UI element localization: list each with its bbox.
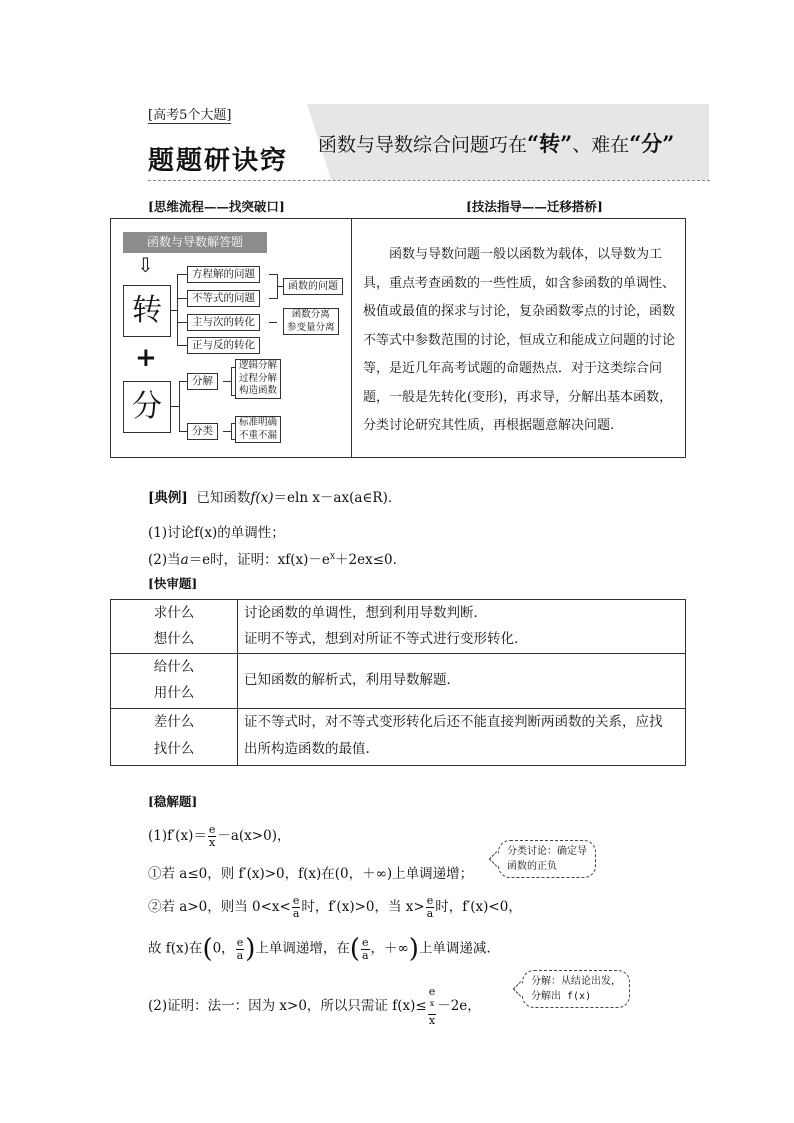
fen-box: 分 xyxy=(123,381,171,433)
classify-list: 标准明确 不重不漏 xyxy=(235,416,281,443)
flow-head: 函数与导数解答题 xyxy=(123,232,267,253)
zhuan-box: 转 xyxy=(123,285,171,337)
flow-item-equation: 方程解的问题 xyxy=(187,266,260,283)
exam-tag: [高考5个大题] xyxy=(148,104,231,124)
connector xyxy=(177,298,187,299)
flow-item-positive-negative: 正与反的转化 xyxy=(187,337,260,354)
connector xyxy=(269,274,277,275)
quick-review-table xyxy=(110,599,686,766)
question-1: (1)讨论f(x)的单调性； xyxy=(148,525,285,541)
solve-line-4: 故 f(x)在(0， $\frac{e}{a}$ )上单调递增，在( $\frac{e}{a}$ ，＋∞)上单调递减. xyxy=(148,934,491,964)
decompose-list: 逻辑分解 过程分解 构造函数 xyxy=(235,359,281,399)
solve-line-2: ①若 a≤0，则 f′(x)>0，f(x)在(0，＋∞)上单调递增； xyxy=(148,866,474,882)
connector xyxy=(179,381,187,382)
connector xyxy=(171,406,179,407)
table-row: 求什么 想什么 讨论函数的单调性，想到利用导数判断． 证明不等式，想到对所证不等式进行变形转化． xyxy=(111,600,685,654)
method-guide-text: 函数与导数问题一般以函数为载体，以导数为工具，重点考查函数的一些性质，如含参函数的单调性、极值或最值的探求与讨论，复杂函数零点的讨论，函数不等式中参数范围的讨论，恒成立和能成立问题的讨论等，是近几年高考试题的命题热点．对于这类综合问题，一般是先转化(变形)，再求导，分解出基本函数，分类讨论研究其性质，再根据题意解决问题. xyxy=(363,247,676,433)
classify-box: 分类 xyxy=(187,423,218,440)
connector xyxy=(269,322,277,323)
brand-title: 题题研诀窍 xyxy=(148,146,289,176)
annotation-classify: 分类讨论：确定导 函数的正负 xyxy=(498,840,596,878)
plus-sign: + xyxy=(135,343,157,373)
subhead-thinking: [思维流程——找突破口] xyxy=(148,199,285,214)
flow-item-inequality: 不等式的问题 xyxy=(187,290,260,307)
down-arrow-icon: ⇩ xyxy=(137,253,154,277)
table-row: 给什么 用什么 已知函数的解析式，利用导数解题． xyxy=(111,654,685,709)
merge-separation: 函数分离 参变量分离 xyxy=(283,308,339,335)
connector xyxy=(177,322,187,323)
flow-panel xyxy=(110,218,686,458)
solve-line-1: (1)f′(x)＝ $\frac{e}{x}$ －a(x>0)， xyxy=(148,823,291,849)
header-divider xyxy=(148,180,710,181)
annotation-decompose: 分解：从结论出发， 分解出 f(x) xyxy=(522,970,630,1008)
connector xyxy=(231,423,232,439)
connector xyxy=(223,431,231,432)
connector xyxy=(177,274,178,346)
table-row: 差什么 找什么 证不等式时，对不等式变形转化后还不能直接判断两函数的关系，应找 出所构造函数的最值. xyxy=(153,714,663,757)
solve-label: [稳解题] xyxy=(148,794,198,809)
solve-line-5: (2)证明：法一：因为 x>0，所以只需证 f(x)≤ e $^x$ x －2e， xyxy=(148,985,481,1027)
subhead-method: [技法指导——迁移搭桥] xyxy=(466,199,603,214)
solve-line-3: ②若 a>0，则当 0<x< $\frac{e}{a}$ 时，f′(x)>0，当 x> $\frac{e}{a}$ 时，f′(x)<0， xyxy=(148,894,522,920)
merge-function-problem: 函数的问题 xyxy=(283,278,343,295)
connector xyxy=(269,298,277,299)
connector xyxy=(179,431,187,432)
example-stem: [典例] 已知函数f(x)＝eln x－ax(a∈R)． xyxy=(148,490,402,506)
flow-item-primary-secondary: 主与次的转化 xyxy=(187,314,260,331)
question-2: (2)当a＝e时，证明：$xf(x)-e^x+2ex\le 0$. xyxy=(148,551,397,568)
connector xyxy=(179,381,180,431)
connector xyxy=(231,367,232,395)
connector xyxy=(177,345,187,346)
decompose-box: 分解 xyxy=(187,373,218,390)
quick-review-label: [快审题] xyxy=(148,576,198,591)
connector xyxy=(223,381,231,382)
flow-divider xyxy=(351,219,352,457)
page-title: 函数与导数综合问题巧在“转”、难在“分” xyxy=(318,131,675,156)
connector xyxy=(177,274,187,275)
